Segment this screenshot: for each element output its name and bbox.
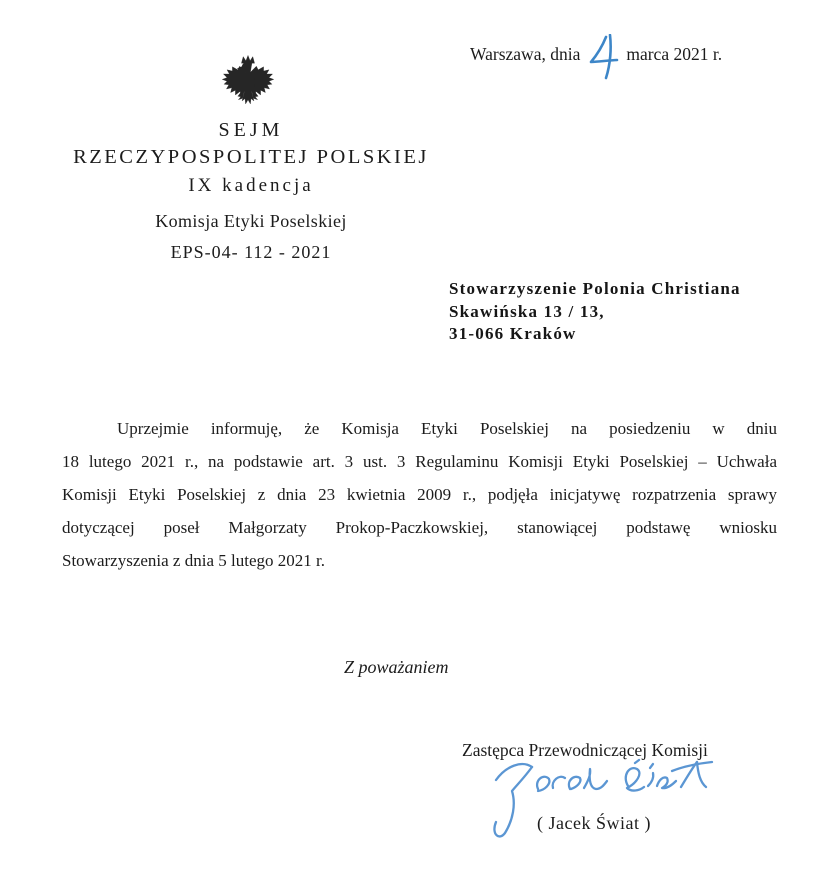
parliamentary-term: IX kadencja: [188, 175, 314, 196]
letterhead: [0, 118, 502, 264]
dateline-prefix: Warszawa, dnia: [470, 44, 581, 64]
institution-name-line2: RZECZYPOSPOLITEJ POLSKIEJ: [73, 146, 429, 168]
body-line: Stowarzyszenia z dnia 5 lutego 2021 r.: [62, 551, 325, 570]
signer-printed-name: ( Jacek Świat ): [537, 813, 651, 833]
valediction: Z poważaniem: [344, 657, 449, 677]
recipient-street: Skawińska 13 / 13,: [449, 301, 605, 321]
committee-name: Komisja Etyki Poselskiej: [155, 211, 347, 231]
signer-title: Zastępca Przewodniczącej Komisji: [462, 740, 708, 760]
letter-body: [62, 412, 777, 577]
dateline-suffix: marca 2021 r.: [626, 44, 723, 64]
handwritten-day-numeral: [589, 34, 619, 80]
dateline: [470, 44, 722, 65]
body-line: 18 lutego 2021 r., na podstawie art. 3 ust. 3 Regulaminu Komisji Etyki Poselskiej – Uchwała: [62, 452, 777, 471]
body-line: Komisji Etyki Poselskiej z dnia 23 kwietnia 2009 r., podjęła inicjatywę rozpatrzenia sprawy: [62, 485, 777, 504]
coat-of-arms-eagle-icon: [218, 54, 278, 112]
body-line: Uprzejmie informuję, że Komisja Etyki Poselskiej na posiedzeniu w dniu: [117, 419, 777, 438]
recipient-city: 31-066 Kraków: [449, 324, 577, 343]
body-line: dotyczącej poseł Małgorzaty Prokop-Paczkowskiej, stanowiącej podstawę wniosku: [62, 518, 777, 537]
recipient-name: Stowarzyszenie Polonia Christiana: [449, 279, 741, 298]
recipient-address: [449, 278, 741, 346]
reference-number: EPS-04- 112 - 2021: [170, 242, 332, 262]
institution-name-line1: SEJM: [218, 119, 284, 141]
